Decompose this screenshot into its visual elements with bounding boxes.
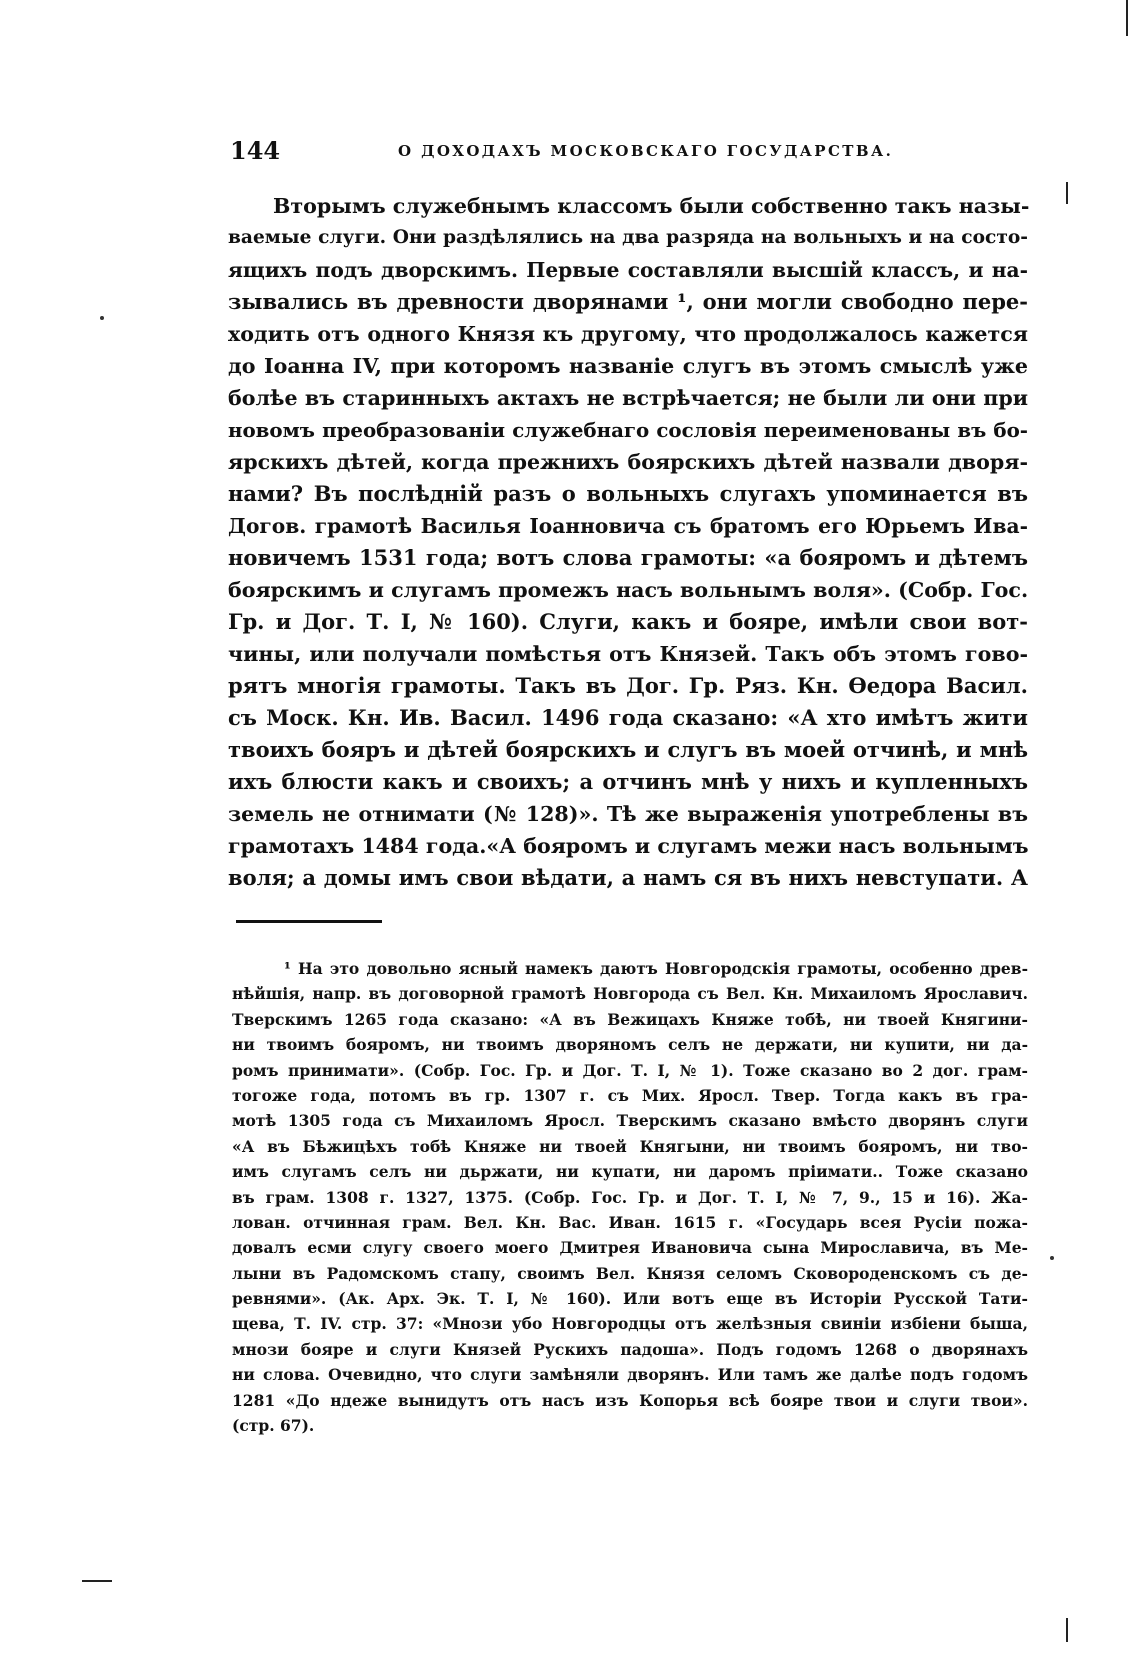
scan-edge-mark [82,1580,112,1582]
footnote-line: въ грам. 1308 г. 1327, 1375. (Собр. Гос. Гр. и Дог. Т. I, № 7, 9., 15 и 16). Жа- [232,1187,1028,1207]
text-line: новомъ преобразованіи служебнаго сословія переименованы въ бо- [228,418,1028,442]
footnote-line: лыни въ Радомскомъ стапу, своимъ Вел. Князя селомъ Сковороденскомъ съ де- [232,1263,1028,1283]
footnote-line: нѣйшія, напр. въ договорной грамотѣ Новгорода съ Вел. Кн. Михаиломъ Ярославич. [232,984,1028,1004]
footnote-line: (стр. 67). [232,1416,315,1436]
footnote-line: ни твоимъ бояромъ, ни твоимъ дворяномъ селъ не держати, ни купити, ни да- [232,1035,1028,1055]
footnote-divider [236,920,382,923]
footnote-line: мнози бояре и слуги Князей Рускихъ падоша». Подъ годомъ 1268 о дворянахъ [232,1339,1028,1359]
footnote-line: довалъ есми слугу своего моего Дмитрея Ивановича сына Мирославича, въ Ме- [232,1238,1028,1258]
footnote-line: имъ слугамъ селъ ни дьржати, ни купати, ни даромъ пріимати.. Тоже сказано [232,1162,1028,1182]
text-line: нами? Въ послѣдній разъ о вольныхъ слугахъ упоминается въ [228,481,1028,506]
text-line: чины, или получали помѣстья отъ Князей. Такъ объ этомъ гово- [228,642,1028,666]
text-line: съ Моск. Кн. Ив. Васил. 1496 года сказано: «А хто имѣтъ жити [228,705,1028,730]
text-line: зывались въ древности дворянами ¹, они могли свободно пере- [228,289,1028,314]
running-title: О ДОХОДАХЪ МОСКОВСКАГО ГОСУДАРСТВА. [398,142,894,160]
text-line: рятъ многія грамоты. Такъ въ Дог. Гр. Ряз. Кн. Ѳедора Васил. [228,673,1028,698]
text-line: земель не отнимати (№ 128)». Тѣ же выраженія употреблены въ [228,802,1028,826]
footnote-line: мотѣ 1305 года съ Михаиломъ Яросл. Тверскимъ сказано вмѣсто дворянъ слуги [232,1111,1028,1131]
text-line: ваемые слуги. Они раздѣлялись на два разряда на вольныхъ и на состо- [228,227,1028,248]
footnote-line: щева, Т. IV. стр. 37: «Мнози убо Новгородцы отъ желѣзныя свиніи избіени быша, [232,1314,1028,1334]
footnote-line: «А въ Бѣжицѣхъ тобѣ Княже ни твоей Княгыни, ни твоимъ бояромъ, ни тво- [232,1136,1028,1156]
text-line: ящихъ подъ дворскимъ. Первые составляли высшій классъ, и на- [228,258,1028,282]
scan-edge-mark [1126,0,1128,36]
footnote-line: 1281 «До ндеже вынидутъ отъ насъ изъ Копорья всѣ бояре твои и слуги твои». [232,1390,1028,1410]
text-line: ярскихъ дѣтей, когда прежнихъ боярскихъ дѣтей назвали дворя- [228,450,1028,474]
scan-speck [100,316,104,320]
text-line: ихъ блюсти какъ и своихъ; а отчинъ мнѣ у нихъ и купленныхъ [228,769,1028,794]
text-line: воля; а домы имъ свои вѣдати, а намъ ся въ нихъ невступати. А [228,865,1028,890]
text-line: боярскимъ и слугамъ промежъ насъ вольнымъ воля». (Собр. Гос. [228,578,1029,602]
page-number: 144 [230,136,281,165]
text-line: твоихъ бояръ и дѣтей боярскихъ и слугъ въ моей отчинѣ, и мнѣ [228,737,1028,762]
text-line: до Іоанна IV, при которомъ названіе слугъ въ этомъ смыслѣ уже [228,354,1028,378]
text-line: Гр. и Дог. Т. I, № 160). Слуги, какъ и бояре, имѣли свои вот- [228,609,1028,634]
text-line: Вторымъ служебнымъ классомъ были собственно такъ назы- [273,194,1030,218]
footnote-line: лован. отчинная грам. Вел. Кн. Вас. Иван. 1615 г. «Государь всея Русіи пожа- [232,1212,1028,1232]
text-line: болѣе въ старинныхъ актахъ не встрѣчается; не были ли они при [228,386,1028,410]
text-line: грамотахъ 1484 года.«А бояромъ и слугамъ межи насъ вольнымъ [228,834,1029,858]
footnote-line: Тверскимъ 1265 года сказано: «А въ Вежицахъ Княже тобѣ, ни твоей Княгини- [232,1009,1028,1029]
footnote-line: ¹ На это довольно ясный намекъ даютъ Новгородскія грамоты, особенно древ- [284,959,1028,978]
footnote-line: тогоже года, потомъ въ гр. 1307 г. съ Мих. Яросл. Твер. Тогда какъ въ гра- [232,1085,1028,1105]
scan-speck [1050,1256,1054,1260]
text-line: ходить отъ одного Князя къ другому, что продолжалось кажется [228,322,1028,346]
text-line: новичемъ 1531 года; вотъ слова грамоты: «а бояромъ и дѣтемъ [228,545,1028,570]
scan-edge-mark [1066,1618,1068,1642]
footnote-line: ромъ принимати». (Собр. Гос. Гр. и Дог. Т. I, № 1). Тоже сказано во 2 дог. грам- [232,1060,1028,1080]
footnote-line: ни слова. Очевидно, что слуги замѣняли дворянъ. Или тамъ же далѣе подъ годомъ [232,1365,1028,1385]
footnote-line: ревнями». (Ак. Арх. Эк. Т. I, № 160). Или вотъ еще въ Исторіи Русской Тати- [232,1289,1028,1309]
scan-edge-mark [1066,182,1068,204]
main-text [228,190,1028,894]
text-line: Догов. грамотѣ Василья Іоанновича съ братомъ его Юрьемъ Ива- [228,514,1028,538]
footnote [232,956,1028,1438]
